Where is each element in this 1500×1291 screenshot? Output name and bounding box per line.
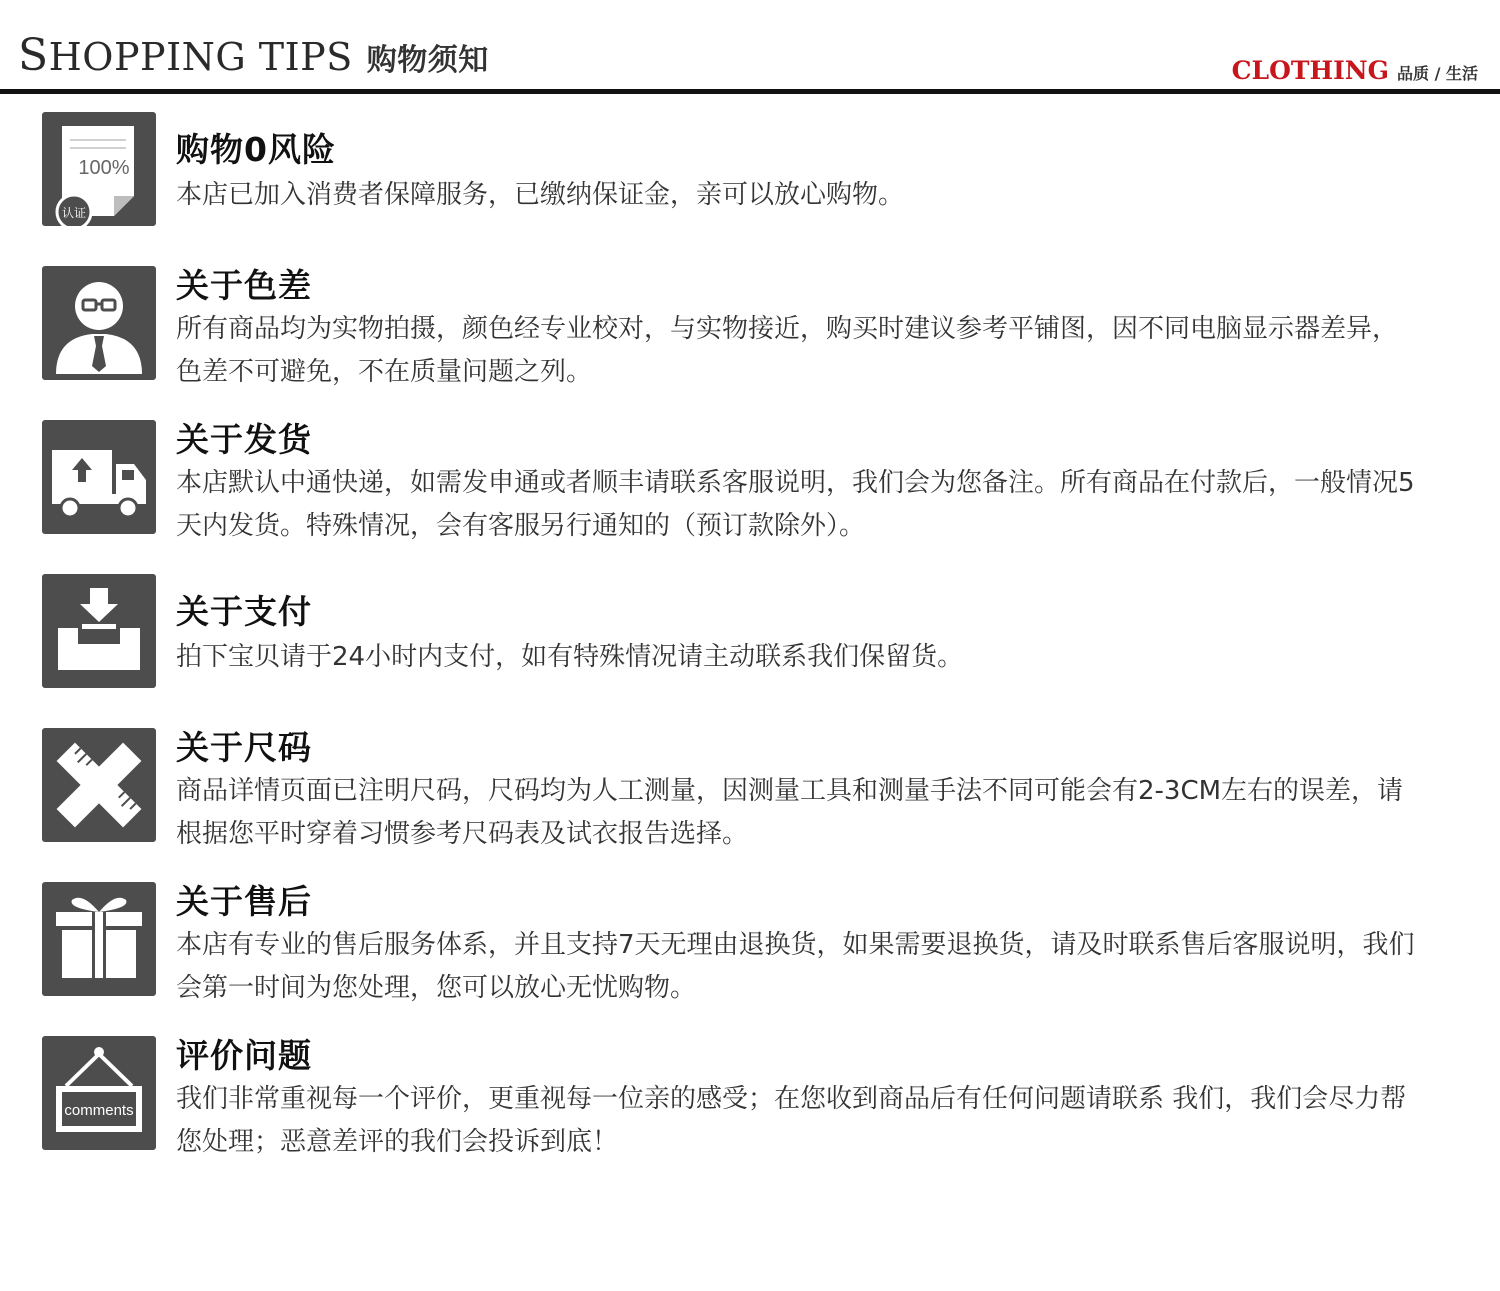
tip-heading: 关于色差 [176,266,312,305]
title-initial: S [18,30,49,81]
ruler-cross-icon [42,728,156,842]
tip-heading: 关于发货 [176,420,312,459]
tip-description: 本店有专业的售后服务体系，并且支持7天无理由退换货，如果需要退换货，请及时联系售后客服说明，我们会第一时间为您处理，您可以放心无忧购物。 [176,930,1415,1003]
tip-heading: 关于支付 [176,592,312,631]
brand-name: CLOTHING [1231,56,1389,85]
tip-heading: 购物0风险 [176,130,336,169]
title-chinese: 购物须知 [366,43,489,78]
title-text: HOPPING TIPS [48,35,353,79]
tip-heading: 关于尺码 [176,728,312,767]
svg-text:100%: 100% [78,157,130,179]
svg-text:认证: 认证 [61,206,87,220]
brand-slogan: 品质 / 生活 [1397,64,1478,83]
svg-text:comments: comments [64,1102,134,1119]
comments-sign-icon [42,1036,156,1150]
tip-heading: 评价问题 [176,1036,312,1075]
certificate-100-icon [42,112,156,226]
gift-box-icon [42,882,156,996]
download-tray-icon [42,574,156,688]
tip-description: 我们非常重视每一个评价，更重视每一位亲的感受；在您收到商品后有任何问题请联系 我们，我们会尽力帮您处理；恶意差评的我们会投诉到底！ [176,1084,1407,1157]
tip-description: 所有商品均为实物拍摄，颜色经专业校对，与实物接近，购买时建议参考平铺图，因不同电脑显示器差异，色差不可避免，不在质量问题之列。 [176,314,1399,387]
header-divider [0,89,1500,94]
delivery-truck-icon [42,420,156,534]
tip-description: 本店默认中通快递，如需发申通或者顺丰请联系客服说明，我们会为您备注。所有商品在付款后，一般情况5天内发货。特殊情况，会有客服另行通知的（预订款除外）。 [176,468,1415,541]
tip-heading: 关于售后 [176,882,312,921]
tip-description: 商品详情页面已注明尺码，尺码均为人工测量，因测量工具和测量手法不同可能会有2-3CM左右的误差，请根据您平时穿着习惯参考尺码表及试衣报告选择。 [176,776,1404,849]
page-header [0,0,1500,94]
tip-description: 拍下宝贝请于24小时内支付，如有特殊情况请主动联系我们保留货。 [176,642,964,672]
person-glasses-icon [42,266,156,380]
tip-description: 本店已加入消费者保障服务，已缴纳保证金，亲可以放心购物。 [176,180,905,210]
page-title [18,30,489,81]
brand-tag [1232,56,1478,85]
